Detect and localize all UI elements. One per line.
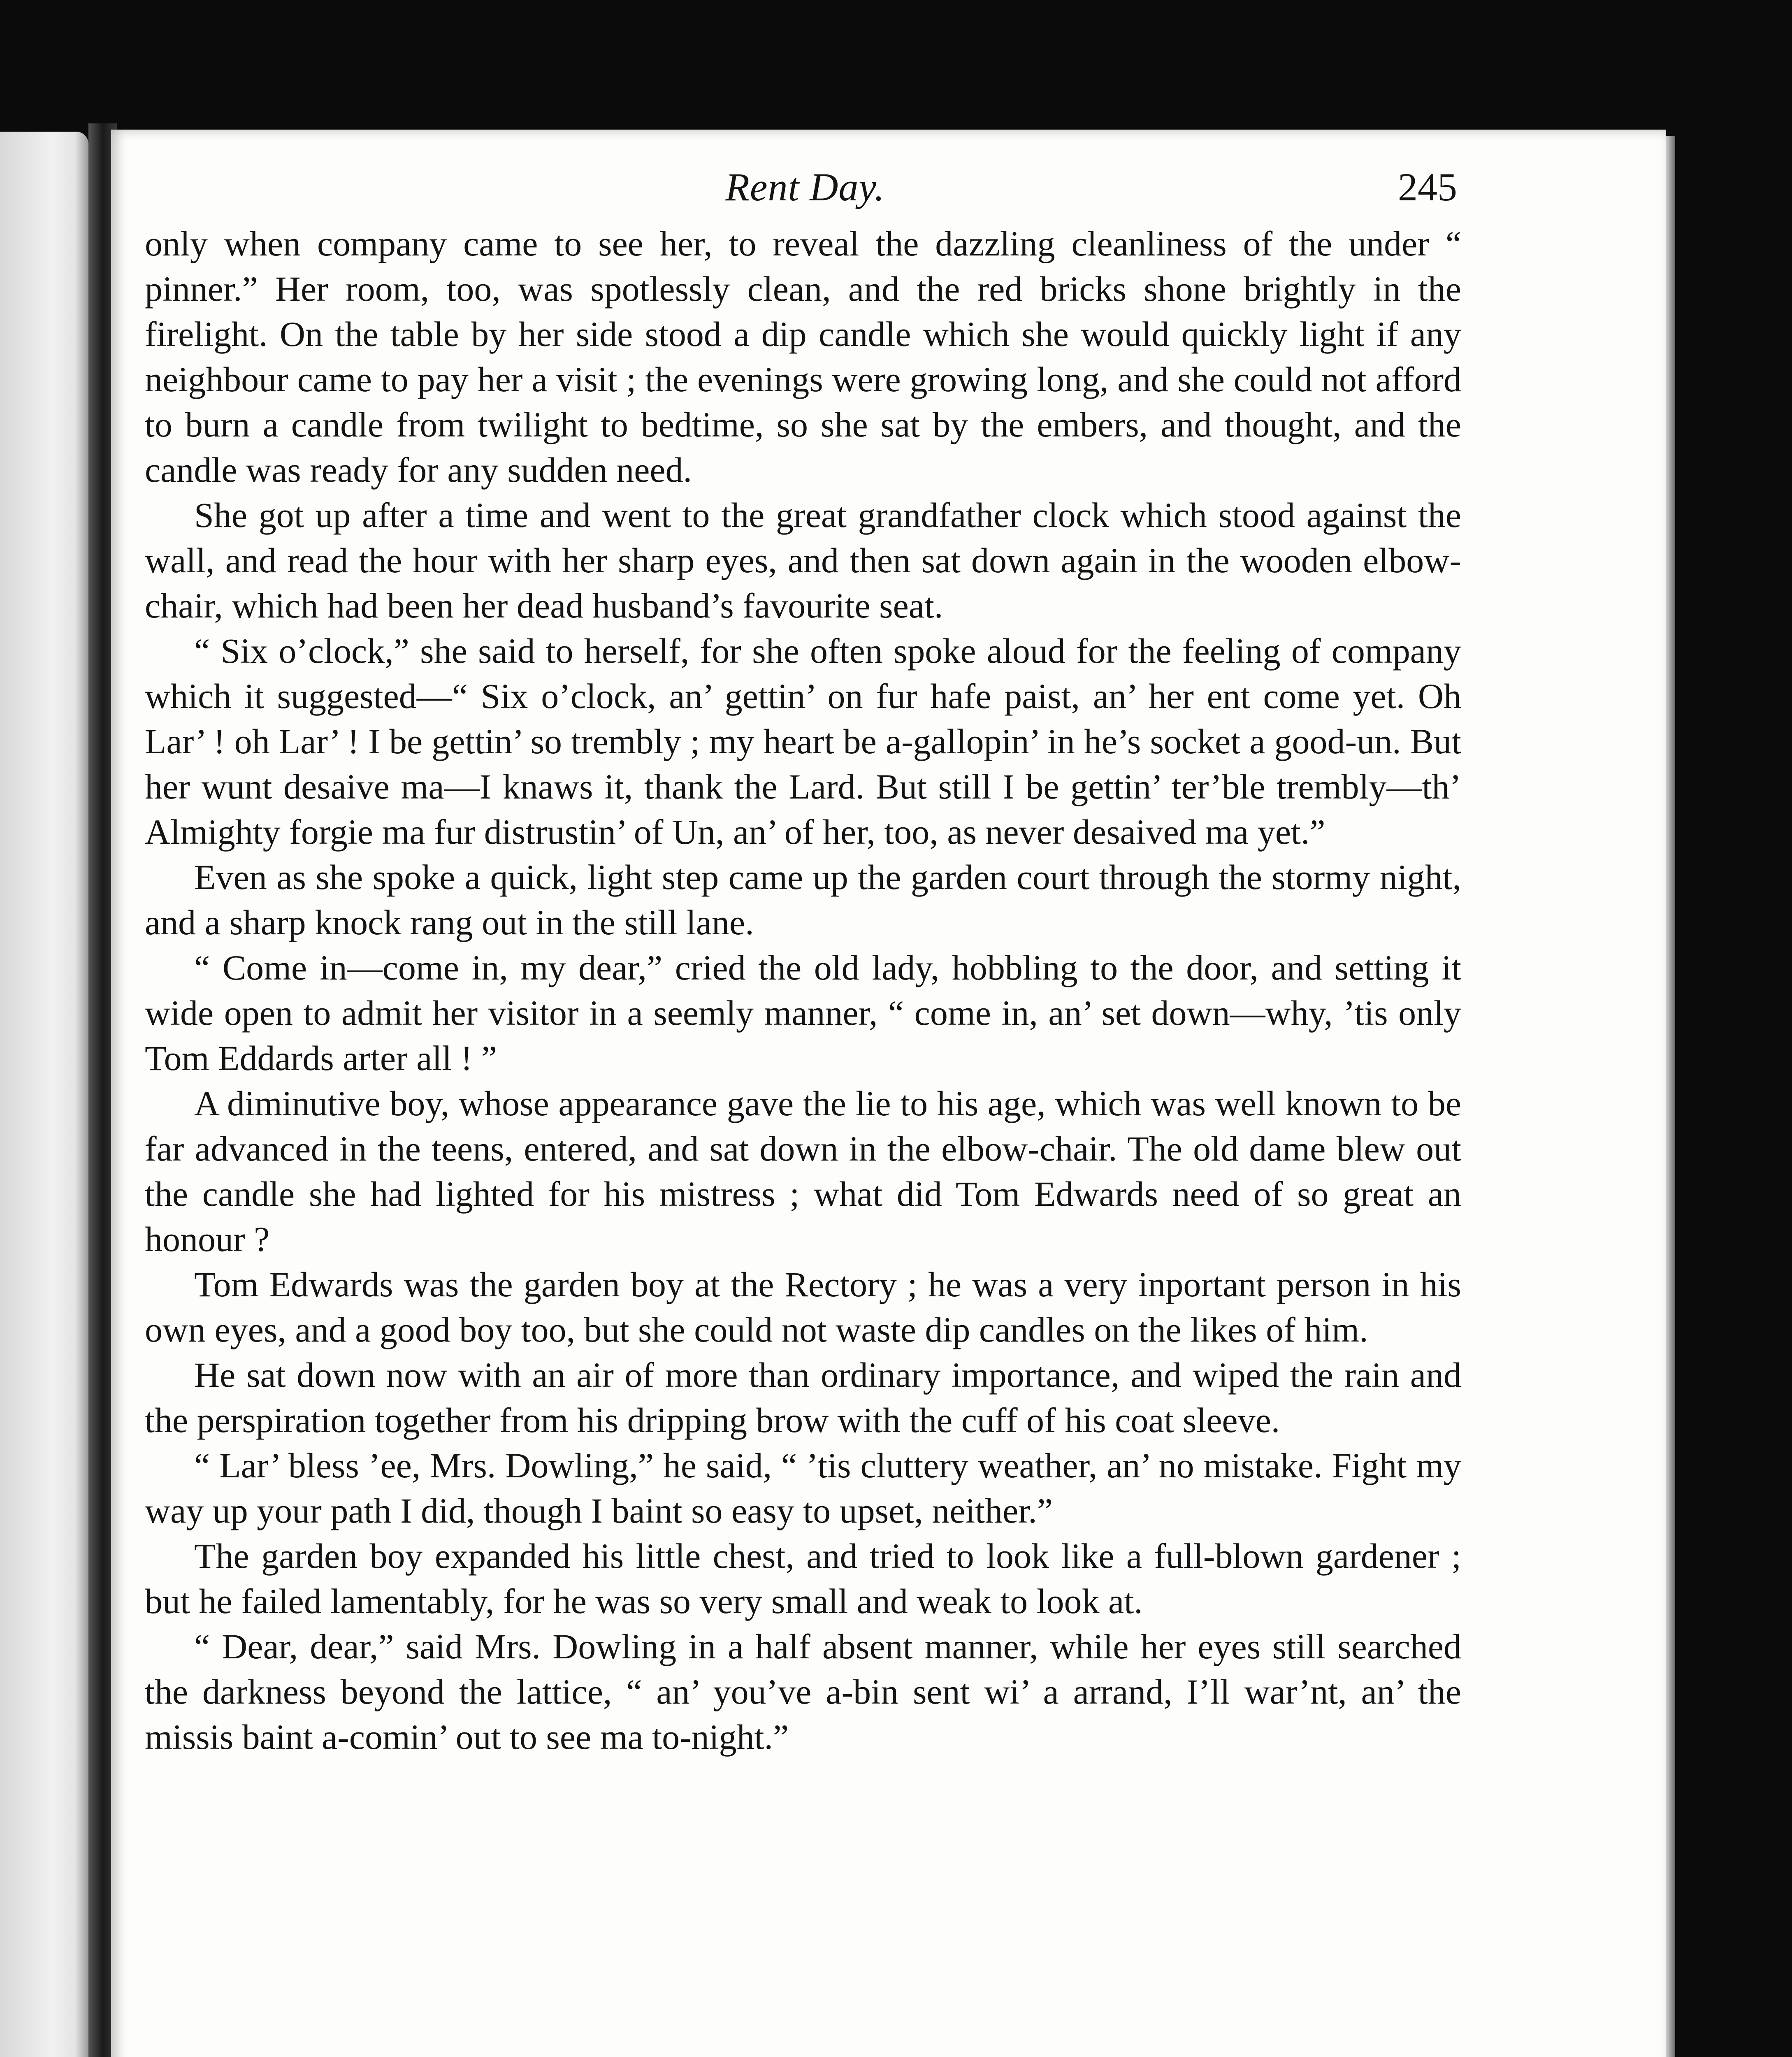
paragraph: “ Lar’ bless ’ee, Mrs. Dowling,” he said, “ ’tis cluttery weather, an’ no mistake. Fight my way up your path I did, though I baint so easy to upset, neither.” <box>145 1446 1461 1530</box>
paragraph: Even as she spoke a quick, light step came up the garden court through the stormy night, and a sharp knock rang out in the still lane. <box>145 857 1461 942</box>
body-text <box>145 221 1461 1760</box>
paragraph: The garden boy expanded his little chest, and tried to look like a full-blown gardener ; but he failed lamentably, for he was so very small and weak to look at. <box>145 1536 1461 1621</box>
facing-page-edge <box>0 132 88 2057</box>
page-edge-shadow <box>1666 136 1675 2057</box>
running-title: Rent Day. <box>725 165 885 209</box>
paragraph: A diminutive boy, whose appearance gave the lie to his age, which was well known to be far advanced in the teens, entered, and sat down in the elbow-chair. The old dame blew out the candle she had lighted for his mistress ; what did Tom Edwards need of so great an honour ? <box>145 1084 1461 1259</box>
paragraph: “ Dear, dear,” said Mrs. Dowling in a half absent manner, while her eyes still searched the darkness beyond the lattice, “ an’ you’ve a-bin sent wi’ a arrand, I’ll war’nt, an’ the missis baint a-comin’ out to see ma to-night.” <box>145 1627 1461 1757</box>
paragraph: Tom Edwards was the garden boy at the Rectory ; he was a very inportant person in his own eyes, and a good boy too, but she could not waste dip candles on the likes of him. <box>145 1265 1461 1349</box>
page-number: 245 <box>1398 165 1457 209</box>
paragraph: only when company came to see her, to reveal the dazzling cleanliness of the under “ pinner.” Her room, too, was spotlessly clean, and the red bricks shone brightly in the firelight. On the table by her side stood a dip candle which she would quickly light if any neighbour came to pay her a visit ; the evenings were growing long, and she could not afford to burn a candle from twilight to bedtime, so she sat by the embers, and thought, and the candle was ready for any sudden need. <box>145 224 1461 490</box>
paragraph: “ Come in—come in, my dear,” cried the old lady, hobbling to the door, and setting it wide open to admit her visitor in a seemly manner, “ come in, an’ set down—why, ’tis only Tom Eddards arter all ! ” <box>145 948 1461 1078</box>
running-head <box>157 160 1457 214</box>
paragraph: “ Six o’clock,” she said to herself, for she often spoke aloud for the feeling of company which it suggested—“ Six o’clock, an’ gettin’ on fur hafe paist, an’ her ent come yet. Oh Lar’ ! oh Lar’ ! I be gettin’ so trembly ; my heart be a-gallopin’ in he’s socket a good-un. But her wunt desaive ma—I knaws it, thank the Lard. But still I be gettin’ ter’ble trembly—th’ Almighty forgie ma fur distrustin’ of Un, an’ of her, too, as never desaived ma yet.” <box>145 631 1461 852</box>
paragraph: He sat down now with an air of more than ordinary importance, and wiped the rain and the perspiration together from his dripping brow with the cuff of his coat sleeve. <box>145 1355 1461 1440</box>
paragraph: She got up after a time and went to the great grandfather clock which stood against the wall, and read the hour with her sharp eyes, and then sat down again in the wooden elbow-chair, which had been her dead husband’s favourite seat. <box>145 495 1461 625</box>
